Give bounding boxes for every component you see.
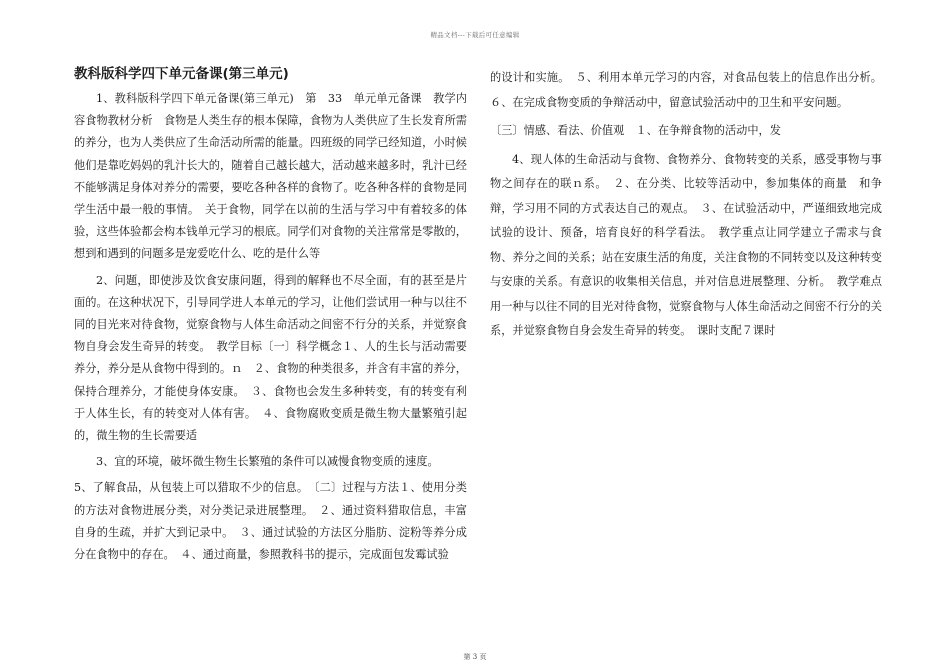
paragraph: 4、现人体的生命活动与食物、食物养分、食物转变的关系，感受事物与事物之间存在的联ｎ系。 ２、在分类、比较等活动中，参加集体的商量 和争辩，学习用不同的方式表达自己的观点。 ３、在试验活动中，严谨细致地完成试验的设计、预备，培育良好的科学看法。 教学重点让同学建立子需求与食物、养分之间的关系；站在安康生活的角度，关注食物的不同转变以及这种转变与安康的关系。有意识的收集相关信息，并对信息进展整理、分析。 教学难点用一种与以往不同的目光对待食物，觉察食物与人体生命活动之间密不行分的关系，并觉察食物自身会发生奇异的转变。 课时支配７课时 xyxy=(490,152,882,337)
right-column xyxy=(490,66,882,348)
left-column xyxy=(74,66,467,570)
page-header: 精品文档---下载后可任意编辑 xyxy=(430,31,520,39)
paragraph: 1、教科版科学四下单元备课(第三单元) 第 33 单元单元备课 教学内容食物教材分析 食物是人类生存的根本保障，食物为人类供应了生长发育所需的养分，也为人类供应了生命活动所需的能量。四班级的同学已经知道，小时候他们是靠吃妈妈的乳汁长大的，随着自己越长越大，活动越来越多时，乳汁已经不能够满足身体对养分的需要，要吃各种各样的食物了。吃各种各样的食物是同学生活中最一般的事情。 关于食物，同学在以前的生活与学习中有着较多的体验，这些体验都会构本钱单元学习的根底。同学们对食物的关注常常是零散的，想到和遇到的问题多是宠爱吃什么、吃的是什么等 xyxy=(74,92,467,261)
page-number: 第 3 页 xyxy=(463,653,487,661)
document-title: 教科版科学四下单元备课(第三单元) xyxy=(74,66,289,82)
paragraph: 的设计和实施。 ５、利用本单元学习的内容，对食品包装上的信息作出分析。６、在完成食物变质的争辩活动中，留意试验活动中的卫生和平安问题。 xyxy=(490,71,882,109)
paragraph: 3、宜的环境，破坏微生物生长繁殖的条件可以减慢食物变质的速度。 xyxy=(96,455,439,469)
paragraph: 5、了解食品，从包装上可以猎取不少的信息。 〔二〕过程与方法１、使用分类的方法对食物进展分类，对分类记录进展整理。 ２、通过资料猎取信息，丰富自身的生疏，并扩大到记录中。 ３、通过试验的方法区分脂肪、淀粉等养分成分在食物中的存在。 ４、通过商量，参照教科书的提示，完成面包发霉试验 xyxy=(74,481,467,562)
paragraph: 〔三〕情感、看法、价值观 １、在争辩食物的活动中，发 xyxy=(490,124,781,137)
paragraph: 2、问题，即使涉及饮食安康问题，得到的解释也不尽全面，有的甚至是片面的。在这种状况下，引导同学进人本单元的学习，让他们尝试用一种与以往不同的目光来对待食物，觉察食物与人体生命活动之间密不行分的关系，并觉察食物自身会发生奇异的转变。 教学目标〔一〕科学概念１、人的生长与活动需要养分，养分是从食物中得到的。ｎ ２、食物的种类很多，并含有丰富的养分，保持合理养分，才能使身体安康。 ３、食物也会发生多种转变，有的转变有利于人体生长，有的转变对人体有害。 ４、食物腐败变质是微生物大量繁殖引起的，微生物的生长需要适 xyxy=(74,273,467,443)
